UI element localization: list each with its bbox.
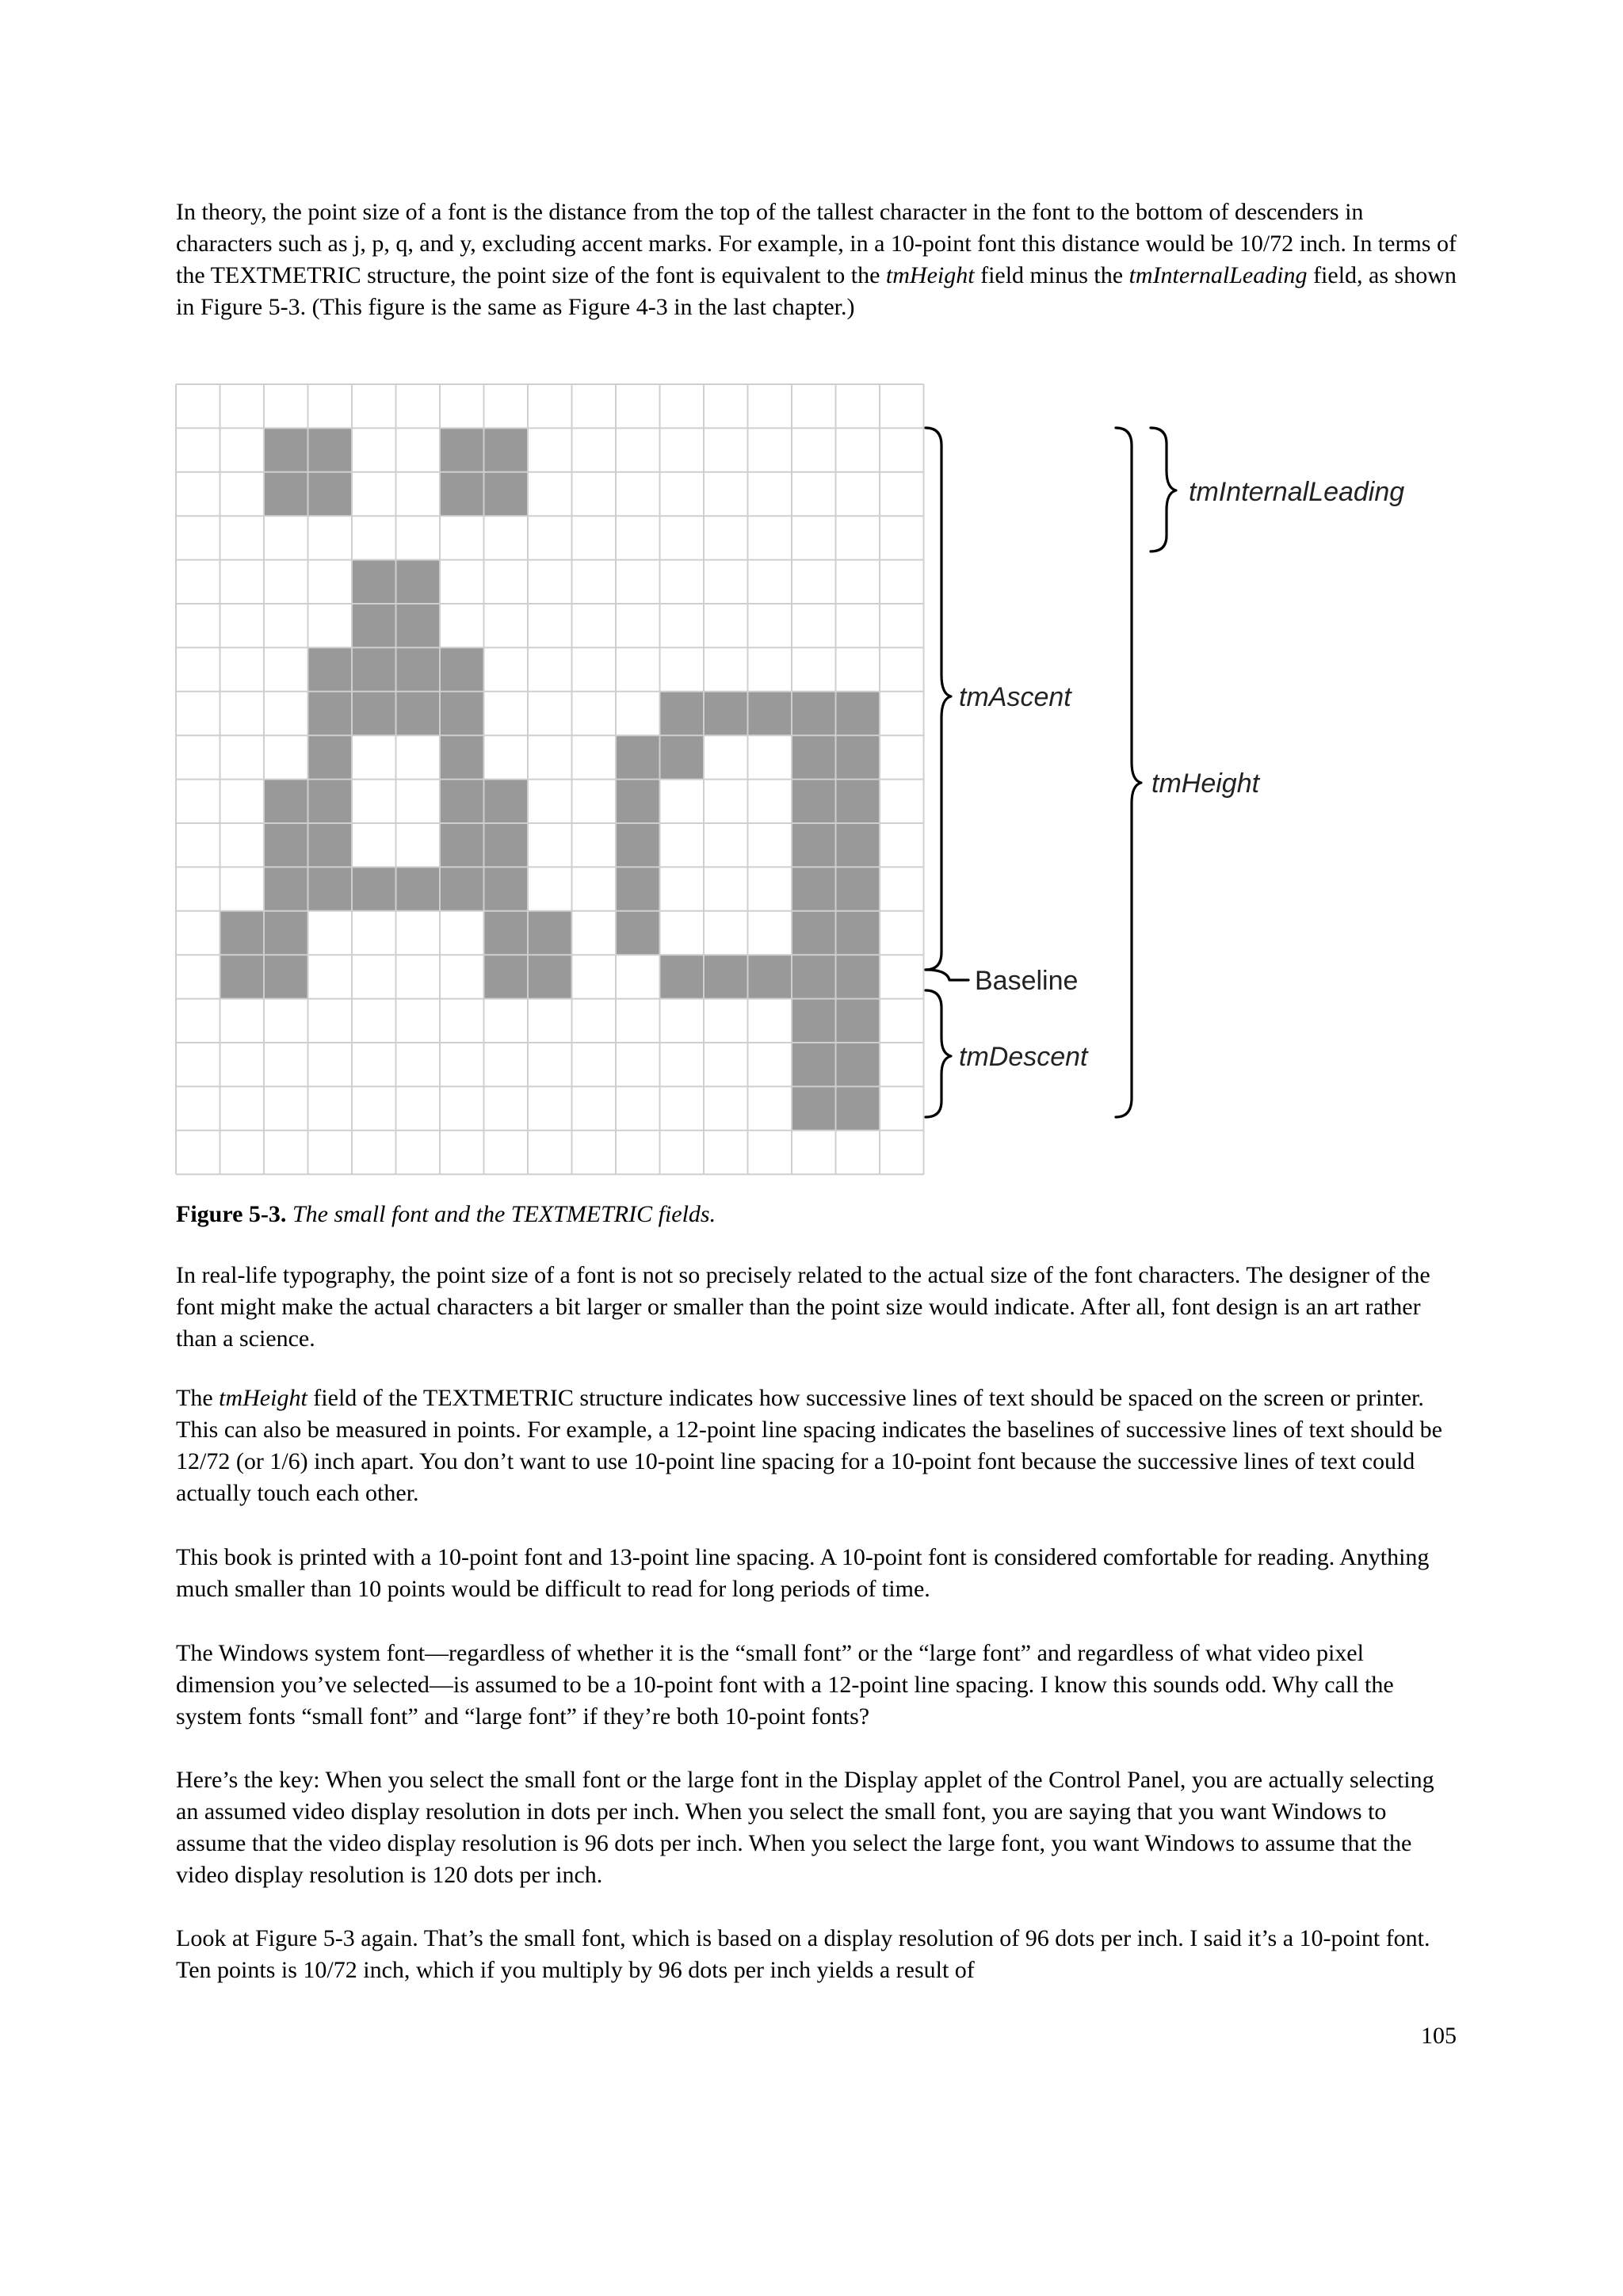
filled-pixel <box>616 867 660 910</box>
filled-pixel <box>308 735 353 779</box>
filled-pixel <box>484 428 529 471</box>
paragraph-system-font: The Windows system font—regardless of whether it is the “small font” or the “large font” and regardless of what video pixel dimension you’ve selected—is assumed to be a 10-point font with a 12-point line spacing. I know this sounds odd. Why call the system fonts “small font” and “large font” if they’re both 10-point fonts? <box>176 1640 1394 1730</box>
filled-pixel <box>660 955 705 998</box>
filled-pixel <box>440 428 484 471</box>
filled-pixel <box>352 867 396 910</box>
paragraph-real-life-typography: In real-life typography, the point size of a font is not so precisely related to the actual size of the font characters. The designer of the font might make the actual characters a bit larger or smaller than the point size would indicate. After all, font design is an art rather than a science. <box>176 1262 1430 1352</box>
figure-caption <box>176 1199 1460 1230</box>
paragraph-text: The <box>176 1385 220 1411</box>
filled-pixel <box>396 560 441 604</box>
filled-pixel <box>836 692 880 735</box>
filled-pixel <box>792 911 836 955</box>
filled-pixel <box>484 867 529 910</box>
filled-pixel <box>792 823 836 867</box>
filled-pixel <box>836 867 880 910</box>
filled-pixel <box>528 911 572 955</box>
filled-pixel <box>308 780 353 823</box>
brace-tminternalleading <box>1151 428 1176 551</box>
filled-pixel <box>220 911 265 955</box>
filled-pixel <box>308 647 353 691</box>
filled-pixel <box>836 780 880 823</box>
filled-pixel <box>352 692 396 735</box>
filled-pixel <box>220 955 265 998</box>
filled-pixel <box>528 955 572 998</box>
filled-pixel <box>440 735 484 779</box>
filled-pixel <box>308 867 353 910</box>
filled-pixel <box>836 999 880 1043</box>
filled-pixel <box>792 955 836 998</box>
filled-pixel <box>836 955 880 998</box>
filled-pixel <box>396 604 441 647</box>
filled-pixel <box>264 428 308 471</box>
filled-pixel <box>616 735 660 779</box>
filled-pixel <box>352 560 396 604</box>
filled-pixel <box>440 692 484 735</box>
filled-pixel <box>264 780 308 823</box>
emphasis-tmheight: tmHeight <box>885 262 975 288</box>
braces <box>926 428 1176 1117</box>
paragraph-text: field, as shown in Figure 5-3. (This figure is the same as Figure 4-3 in the last chapter.) <box>176 262 1457 320</box>
label-tmdescent: tmDescent <box>959 1042 1088 1072</box>
paragraph-display-resolution: Here’s the key: When you select the small font or the large font in the Display applet of the Control Panel, you are actually selecting an assumed video display resolution in dots per inch. When you select the small font, you are saying that you want Windows to assume that the video display resolution is 96 dots per inch. When you select the large font, you want Windows to assume that the video display resolution is 120 dots per inch. <box>176 1767 1434 1888</box>
filled-pixel <box>440 867 484 910</box>
filled-pixel <box>264 472 308 516</box>
filled-pixel <box>836 823 880 867</box>
caption-text: The small font and the TEXTMETRIC fields. <box>286 1201 716 1227</box>
paragraph-text: In theory, the point size of a font is the distance from the top of the tallest character in the font to the bottom of descenders in characters such as j, p, q, and y, excluding accent marks. For example, in a 10-point font this distance would be 10/72 inch. In terms of the TEXTMETRIC structure, the point size of the font is equivalent to the <box>176 199 1457 288</box>
filled-pixel <box>440 823 484 867</box>
filled-pixel <box>792 692 836 735</box>
emphasis-tmheight: tmHeight <box>219 1385 307 1411</box>
figure-5-3 <box>166 380 1474 1180</box>
filled-pixel <box>792 999 836 1043</box>
label-tmascent: tmAscent <box>959 682 1071 712</box>
filled-pixel <box>396 867 441 910</box>
filled-pixel <box>484 823 529 867</box>
filled-pixel <box>748 692 792 735</box>
filled-pixel <box>484 472 529 516</box>
paragraph-point-size-theory <box>176 196 1460 323</box>
filled-pixel <box>660 692 705 735</box>
filled-pixel <box>484 911 529 955</box>
label-tmheight: tmHeight <box>1151 769 1260 799</box>
filled-pixel <box>440 780 484 823</box>
brace-tmdescent <box>926 990 951 1117</box>
filled-pixel <box>792 1086 836 1130</box>
filled-pixel <box>836 1086 880 1130</box>
filled-pixel <box>264 911 308 955</box>
paragraph-text: field of the TEXTMETRIC structure indicates how successive lines of text should be spaced on the screen or printer. This can also be measured in points. For example, a 12-point line spacing indicates the baselines of successive lines of text should be 12/72 (or 1/6) inch apart. You don’t want to use 10-point line spacing for a 10-point font because the successive lines of text could actually touch each other. <box>176 1385 1442 1506</box>
baseline-marker <box>926 970 968 980</box>
filled-pixel <box>792 1043 836 1086</box>
filled-pixel <box>308 692 353 735</box>
filled-pixel <box>308 472 353 516</box>
filled-pixel <box>396 692 441 735</box>
filled-pixel <box>308 428 353 471</box>
filled-pixel <box>264 867 308 910</box>
filled-pixel <box>616 823 660 867</box>
filled-pixel <box>836 735 880 779</box>
textmetric-diagram <box>166 380 1474 1180</box>
filled-pixel <box>484 955 529 998</box>
paragraph-book-font: This book is printed with a 10-point font and 13-point line spacing. A 10-point font is considered comfortable for reading. Anything much smaller than 10 points would be difficult to read for long periods of time. <box>176 1544 1430 1602</box>
brace-tmascent <box>926 428 951 970</box>
filled-pixel <box>484 780 529 823</box>
filled-pixel <box>792 735 836 779</box>
filled-pixel <box>264 823 308 867</box>
filled-pixel <box>264 955 308 998</box>
paragraph-tmheight-spacing <box>176 1383 1460 1509</box>
filled-pixel <box>440 472 484 516</box>
filled-pixel <box>836 911 880 955</box>
filled-pixel <box>836 1043 880 1086</box>
brace-tmheight <box>1116 428 1141 1117</box>
label-baseline: Baseline <box>975 966 1079 996</box>
filled-pixel <box>792 867 836 910</box>
filled-pixel <box>308 823 353 867</box>
page-number: 105 <box>1421 2023 1457 2049</box>
emphasis-tminternalleading: tmInternalLeading <box>1128 262 1308 288</box>
label-tminternalleading: tmInternalLeading <box>1189 477 1405 507</box>
filled-pixel <box>616 911 660 955</box>
filled-pixel <box>704 955 748 998</box>
filled-pixel <box>704 692 748 735</box>
filled-pixel <box>616 780 660 823</box>
paragraph-small-font-calculation: Look at Figure 5-3 again. That’s the small font, which is based on a display resolution of 96 dots per inch. I said it’s a 10-point font. Ten points is 10/72 inch, which if you multiply by 96 dots per inch yields a result of <box>176 1925 1430 1983</box>
filled-pixel <box>352 647 396 691</box>
filled-pixel <box>352 604 396 647</box>
filled-pixel <box>440 647 484 691</box>
filled-pixel <box>396 647 441 691</box>
filled-pixel <box>748 955 792 998</box>
caption-label: Figure 5-3. <box>176 1201 287 1227</box>
filled-pixel <box>660 735 705 779</box>
paragraph-text: field minus the <box>974 262 1129 288</box>
filled-pixel <box>792 780 836 823</box>
